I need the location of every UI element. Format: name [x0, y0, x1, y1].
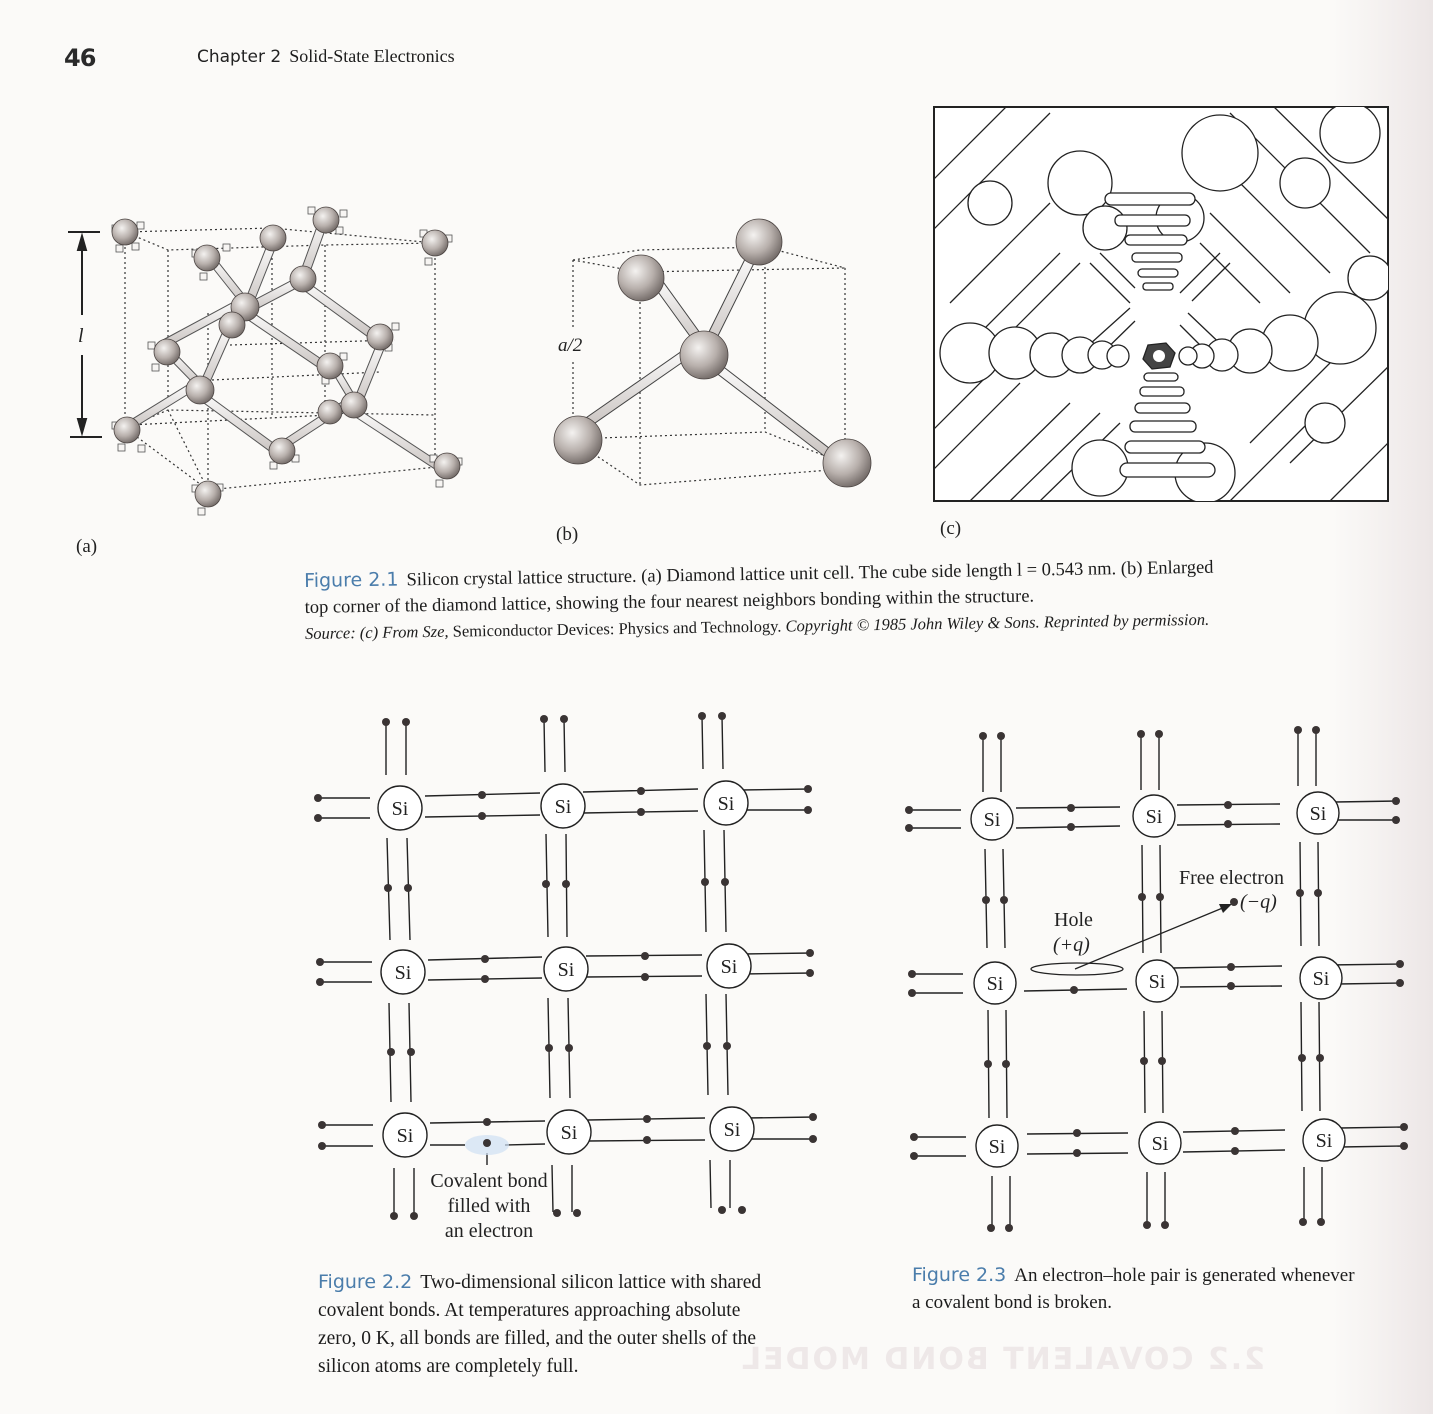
subfigure-label-b: (b) — [556, 524, 579, 545]
caption-line-2: covalent bonds. At temperatures approaching absolute — [318, 1300, 741, 1321]
figure-2-2-label: Figure 2.2 — [318, 1271, 413, 1293]
figure-2-1-label: Figure 2.1 — [304, 568, 399, 592]
svg-text:Si: Si — [720, 956, 738, 978]
svg-text:Si: Si — [557, 959, 575, 981]
hole-charge: (+q) — [1053, 934, 1090, 956]
figure-2-2-silicon-lattice — [300, 705, 840, 1250]
source-copyright: Copyright © 1985 John Wiley & Sons. Reprinted by permission. — [785, 609, 1210, 636]
running-head — [197, 46, 455, 67]
caption-line-3: zero, 0 K, all bonds are filled, and the outer shells of the — [318, 1328, 757, 1349]
chapter-title: Solid-State Electronics — [289, 46, 455, 66]
caption-line-1: An electron–hole pair is generated whenever — [1014, 1265, 1355, 1286]
svg-text:Si: Si — [1151, 1133, 1169, 1155]
svg-text:Si: Si — [560, 1122, 578, 1144]
silicon-atoms — [112, 207, 460, 507]
svg-text:Si: Si — [1309, 803, 1327, 825]
hole-marker — [1031, 963, 1123, 975]
covalent-bond-annotation — [430, 1170, 547, 1242]
electron-escape-arrow — [1075, 904, 1232, 969]
figure-2-1b-tetrahedral-bonding — [540, 210, 890, 510]
svg-text:Si: Si — [1315, 1130, 1333, 1152]
electron-hole-annotations — [1053, 867, 1284, 956]
svg-text:Si: Si — [1312, 968, 1330, 990]
free-electron-charge: (−q) — [1240, 891, 1277, 913]
caption-line-1: Silicon crystal lattice structure. (a) Diamond lattice unit cell. The cube side length l = 0.543 nm. (b) Enlarged — [406, 557, 1214, 591]
figure-2-1-caption — [304, 551, 1415, 647]
dimension-label-a-half: a/2 — [558, 335, 583, 356]
svg-text:Si: Si — [394, 962, 412, 984]
caption-line-1: Two-dimensional silicon lattice with shared — [420, 1272, 762, 1293]
svg-text:Si: Si — [391, 798, 409, 820]
silicon-atom-labels — [984, 803, 1333, 1158]
svg-text:an electron: an electron — [444, 1220, 534, 1242]
svg-text:Si: Si — [396, 1125, 414, 1147]
hole-label: Hole — [1054, 909, 1093, 931]
dimension-label-l: l — [78, 325, 84, 347]
figure-2-3-label: Figure 2.3 — [912, 1264, 1007, 1286]
caption-line-2: a covalent bond is broken. — [912, 1292, 1112, 1313]
subfigure-label-a: (a) — [76, 536, 98, 557]
svg-text:Si: Si — [723, 1119, 741, 1141]
figure-2-1c-lattice-channel-view — [930, 103, 1392, 505]
reverse-page-show-through: 2.2 COVALENT BOND MODEL — [740, 1342, 1266, 1377]
svg-text:filled with: filled with — [447, 1195, 531, 1217]
free-electron-dot — [1230, 898, 1238, 906]
svg-text:Si: Si — [983, 809, 1001, 831]
svg-text:Covalent bond: Covalent bond — [430, 1170, 548, 1192]
caption-line-2: top corner of the diamond lattice, showing the four nearest neighbors bonding within the structure. — [304, 586, 1035, 618]
svg-text:Si: Si — [986, 973, 1004, 995]
free-electron-label: Free electron — [1179, 867, 1284, 889]
figure-2-3-caption — [912, 1262, 1427, 1316]
svg-text:Si: Si — [554, 796, 572, 818]
chapter-label: Chapter 2 — [197, 47, 282, 67]
figure-2-3-electron-hole-pair — [895, 720, 1433, 1240]
source-prefix: Source: (c) From Sze, — [304, 621, 449, 643]
subfigure-label-c: (c) — [940, 518, 962, 539]
dimension-marker-l — [68, 232, 102, 437]
svg-text:Si: Si — [988, 1136, 1006, 1158]
page-number: 46 — [64, 44, 96, 72]
figure-2-1a-diamond-unit-cell — [60, 195, 480, 535]
svg-text:Si: Si — [1145, 806, 1163, 828]
caption-line-4: silicon atoms are completely full. — [318, 1356, 579, 1377]
svg-text:Si: Si — [717, 793, 735, 815]
svg-text:Si: Si — [1148, 971, 1166, 993]
source-book-title: Semiconductor Devices: Physics and Technology. — [452, 616, 782, 641]
